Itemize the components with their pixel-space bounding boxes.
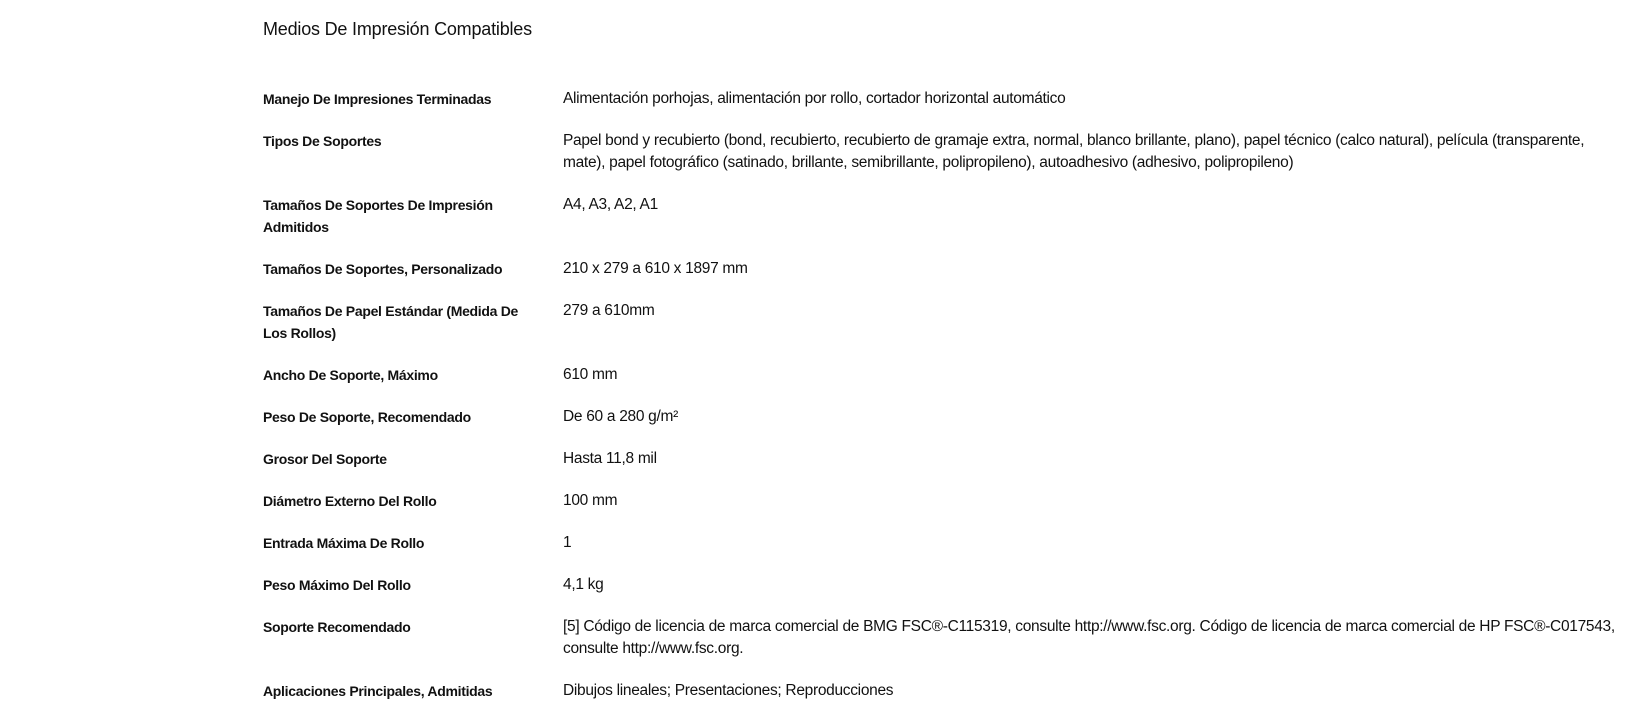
spec-label: Peso Máximo Del Rollo — [263, 577, 411, 593]
spec-label: Diámetro Externo Del Rollo — [263, 493, 437, 509]
spec-row-standard-roll-sizes — [263, 300, 1634, 344]
spec-row-media-width-max — [263, 364, 1634, 386]
spec-row-finished-output-handling — [263, 88, 1634, 110]
spec-value: 210 x 279 a 610 x 1897 mm — [563, 260, 748, 277]
spec-value: 610 mm — [563, 366, 618, 383]
spec-row-max-roll-weight — [263, 574, 1634, 596]
spec-row-recommended-media — [263, 616, 1634, 660]
spec-label: Aplicaciones Principales, Admitidas — [263, 683, 493, 699]
spec-label: Tamaños De Soportes De Impresión Admitidos — [263, 197, 493, 235]
spec-list — [263, 88, 1634, 702]
spec-value: Dibujos lineales; Presentaciones; Reproducciones — [563, 682, 894, 699]
spec-value: A4, A3, A2, A1 — [563, 196, 658, 213]
spec-value: Papel bond y recubierto (bond, recubierto, recubierto de gramaje extra, normal, blanco brillante, plano), papel técnico (calco natural), película (transparente, mate), papel fotográfico (satinado, brillante, semibrillante, polipropileno), autoadhesivo (adhesivo, polipropileno) — [563, 132, 1585, 171]
spec-value: 279 a 610mm — [563, 302, 655, 319]
spec-label: Peso De Soporte, Recomendado — [263, 409, 471, 425]
spec-value: 4,1 kg — [563, 576, 604, 593]
spec-row-max-roll-input — [263, 532, 1634, 554]
spec-label: Tamaños De Papel Estándar (Medida De Los Rollos) — [263, 303, 519, 341]
spec-label: Manejo De Impresiones Terminadas — [263, 91, 492, 107]
spec-row-media-sizes-supported — [263, 194, 1634, 238]
spec-value: [5] Código de licencia de marca comercial de BMG FSC®-C115319, consulte http://www.fsc.org. Código de licencia de marca comercial de HP FSC®-C017543, consulte http://www.fsc.org. — [563, 618, 1615, 657]
spec-value: Hasta 11,8 mil — [563, 450, 657, 467]
spec-value: De 60 a 280 g/m² — [563, 408, 678, 425]
spec-row-media-thickness — [263, 448, 1634, 470]
section-title: Medios De Impresión Compatibles — [263, 19, 532, 39]
spec-value: 100 mm — [563, 492, 618, 509]
spec-value: 1 — [563, 534, 572, 551]
spec-label: Tipos De Soportes — [263, 133, 382, 149]
spec-row-media-sizes-custom — [263, 258, 1634, 280]
specs-section — [263, 16, 1634, 722]
spec-row-media-weight-recommended — [263, 406, 1634, 428]
spec-row-main-applications — [263, 680, 1634, 702]
spec-label: Soporte Recomendado — [263, 619, 411, 635]
spec-label: Ancho De Soporte, Máximo — [263, 367, 438, 383]
spec-row-roll-outer-diameter — [263, 490, 1634, 512]
spec-label: Entrada Máxima De Rollo — [263, 535, 425, 551]
spec-value: Alimentación porhojas, alimentación por rollo, cortador horizontal automático — [563, 90, 1066, 107]
spec-row-media-types — [263, 130, 1634, 174]
spec-label: Tamaños De Soportes, Personalizado — [263, 261, 503, 277]
spec-label: Grosor Del Soporte — [263, 451, 387, 467]
